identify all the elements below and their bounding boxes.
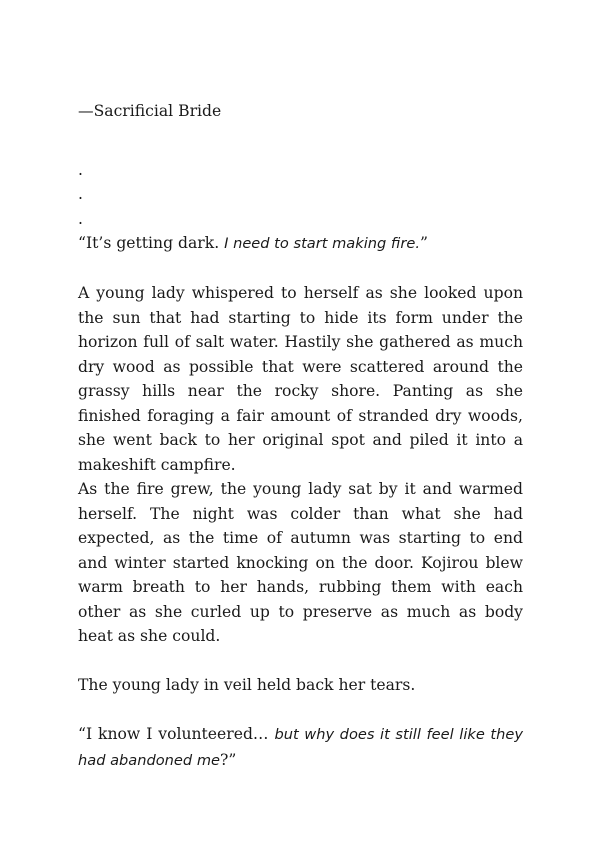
narrative-paragraph-2: As the fire grew, the young lady sat by it and warmed herself. The night was colder than what she had expected, as the time of autumn was starting to end and winter started knocking on the door. Kojirou blew warm breath to her hands, rubbing them with each other as she curled up to preserve as much as body heat as she could. xyxy=(78,480,523,645)
page-content xyxy=(78,99,523,773)
dialogue-paragraph-2 xyxy=(78,722,523,773)
paragraph-gap xyxy=(78,649,523,674)
separator-dot: . xyxy=(78,209,83,228)
dialogue-italic-thought: but why does it still feel like they had abandoned me xyxy=(78,726,523,769)
separator-dot: . xyxy=(78,185,83,203)
dialogue-paragraph-1 xyxy=(78,231,523,257)
paragraph-gap xyxy=(78,257,523,282)
narrative-paragraph-1: A young lady whispered to herself as she looked upon the sun that had starting to hide its form under the horizon full of salt water. Hastily she gathered as much dry wood as possible that were scattered around the grassy hills near the rocky shore. Panting as she finished foraging a fair amount of stranded dry woods, she went back to her original spot and piled it into a makeshift campfire. xyxy=(78,284,523,474)
chapter-title: —Sacrificial Bride xyxy=(78,102,222,120)
scene-separator xyxy=(78,158,523,232)
narrative-paragraph-3: The young lady in veil held back her tears. xyxy=(78,676,416,694)
paragraph-gap xyxy=(78,698,523,723)
dialogue-open: “I know I volunteered… xyxy=(78,725,275,743)
dialogue-close: ” xyxy=(419,234,428,252)
dialogue-italic-thought: I need to start making fire. xyxy=(224,235,420,252)
dialogue-close: ?” xyxy=(220,750,237,769)
separator-dot: . xyxy=(78,160,83,179)
dialogue-open: “It’s getting dark. xyxy=(78,234,225,252)
